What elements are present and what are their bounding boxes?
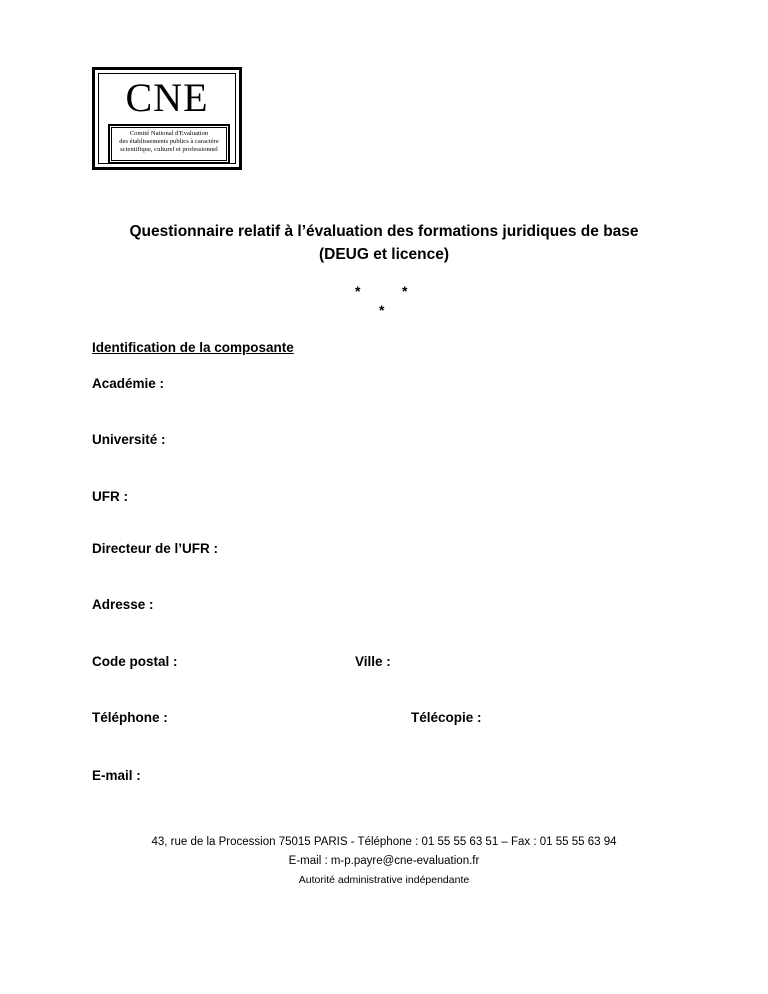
separator-star: * — [355, 283, 361, 299]
logo-frame — [98, 73, 236, 164]
separator-star: * — [379, 302, 385, 318]
directeur-label: Directeur de l’UFR : — [92, 541, 219, 556]
logo-subtitle-line: scientifique, culturel et professionnel — [120, 146, 218, 153]
document-title-line-1: Questionnaire relatif à l’évaluation des formations juridiques de base — [129, 223, 639, 240]
universite-label: Université : — [92, 432, 166, 447]
telecopie-label: Télécopie : — [411, 710, 482, 725]
cne-logo — [92, 67, 242, 170]
code-postal-label: Code postal : — [92, 654, 178, 669]
logo-title: CNE — [125, 75, 209, 120]
adresse-label: Adresse : — [92, 597, 154, 612]
logo-subtitle-line: des établissements publics à caractère — [119, 138, 219, 145]
academie-label: Académie : — [92, 376, 165, 391]
section-title: Identification de la composante — [92, 340, 294, 355]
ville-label: Ville : — [355, 654, 391, 669]
logo-subtitle-line: Comité National d'Evaluation — [129, 130, 209, 137]
ufr-label: UFR : — [92, 489, 128, 504]
logo-subtitle-box — [108, 124, 230, 164]
separator-star: * — [402, 283, 408, 299]
footer-email: E-mail : m-p.payre@cne-evaluation.fr — [288, 855, 480, 867]
telephone-label: Téléphone : — [92, 710, 168, 725]
logo-subtitle-inner — [111, 127, 227, 161]
footer-address: 43, rue de la Procession 75015 PARIS - Téléphone : 01 55 55 63 51 – Fax : 01 55 55 63 94 — [151, 836, 617, 848]
email-label: E-mail : — [92, 768, 141, 783]
footer-authority: Autorité administrative indépendante — [298, 874, 470, 886]
document-title-line-2: (DEUG et licence) — [318, 246, 450, 263]
